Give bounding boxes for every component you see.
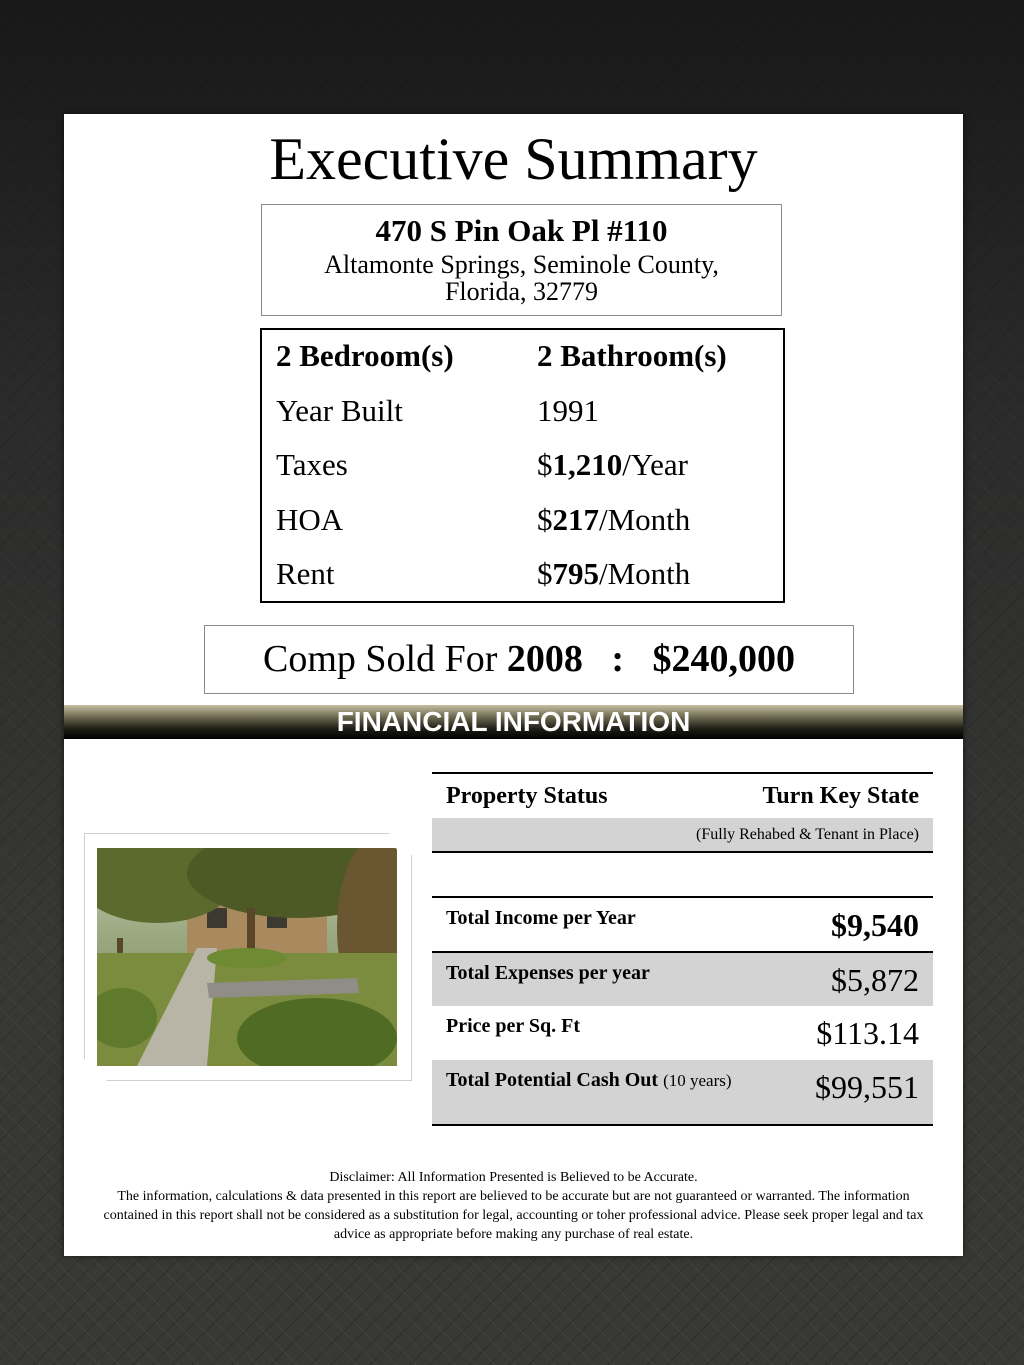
comp-sold-box	[204, 625, 854, 694]
cash-out-note: (10 years)	[663, 1071, 732, 1090]
comp-price: $240,000	[652, 638, 796, 680]
summary-page	[64, 114, 963, 1256]
property-status-value: Turn Key State	[762, 783, 919, 809]
property-facts	[260, 328, 785, 603]
page-title: Executive Summary	[269, 126, 758, 192]
expenses-label: Total Expenses per year	[446, 962, 650, 984]
price-sqft-label: Price per Sq. Ft	[446, 1015, 581, 1037]
bathrooms: 2 Bathroom(s)	[537, 338, 727, 373]
cash-out-value: $99,551	[815, 1069, 919, 1105]
income-value: $9,540	[831, 907, 919, 943]
rent-value: $795/Month	[537, 556, 691, 591]
table-rule	[432, 851, 933, 853]
fact-row-rooms	[276, 336, 776, 376]
disclaimer-heading: Disclaimer: All Information Presented is Believed to be Accurate.	[329, 1170, 698, 1185]
income-label: Total Income per Year	[446, 907, 636, 929]
table-rule	[432, 1124, 933, 1126]
street-address: 470 S Pin Oak Pl #110	[375, 213, 668, 248]
taxes-value: $1,210/Year	[537, 447, 688, 482]
fact-row-taxes	[276, 445, 776, 485]
property-status-row	[432, 774, 933, 818]
fact-row-rent	[276, 554, 776, 594]
property-status-note: (Fully Rehabed & Tenant in Place)	[696, 826, 919, 843]
expenses-value: $5,872	[831, 962, 919, 998]
taxes-label: Taxes	[276, 447, 348, 482]
income-row	[432, 898, 933, 951]
expenses-row	[432, 953, 933, 1006]
property-status-note-row	[432, 818, 933, 851]
cash-out-row	[432, 1060, 933, 1124]
property-status-label: Property Status	[446, 783, 608, 809]
bedrooms: 2 Bedroom(s)	[276, 338, 454, 373]
price-sqft-row	[432, 1006, 933, 1060]
comp-label: Comp Sold For	[262, 638, 498, 680]
year-built-label: Year Built	[276, 393, 403, 428]
comp-year: 2008	[506, 638, 583, 680]
city-line: Altamonte Springs, Seminole County, Florida, 32779	[324, 250, 719, 306]
hoa-value: $217/Month	[537, 502, 691, 537]
cash-out-label: Total Potential Cash Out (10 years)	[446, 1069, 732, 1091]
year-built-value: 1991	[537, 393, 599, 428]
address-box	[261, 204, 782, 316]
disclaimer-body: The information, calculations & data presented in this report are believed to be accurate but are not guaranteed or warranted. The information contained in this report shall not be considered as a substitution for legal, accounting or toher professional advice. Please seek proper legal and tax advice as appropriate before making any purchase of real estate.	[103, 1189, 924, 1242]
property-photo-image	[97, 848, 397, 1066]
fact-row-hoa	[276, 500, 776, 540]
financial-header: FINANCIAL INFORMATION	[64, 705, 963, 739]
disclaimer	[94, 1168, 933, 1244]
hoa-label: HOA	[276, 502, 344, 537]
rent-label: Rent	[276, 556, 335, 591]
property-photo	[84, 833, 412, 1081]
fact-row-year-built	[276, 391, 776, 431]
price-sqft-value: $113.14	[816, 1015, 919, 1051]
comp-separator: :	[611, 638, 625, 680]
